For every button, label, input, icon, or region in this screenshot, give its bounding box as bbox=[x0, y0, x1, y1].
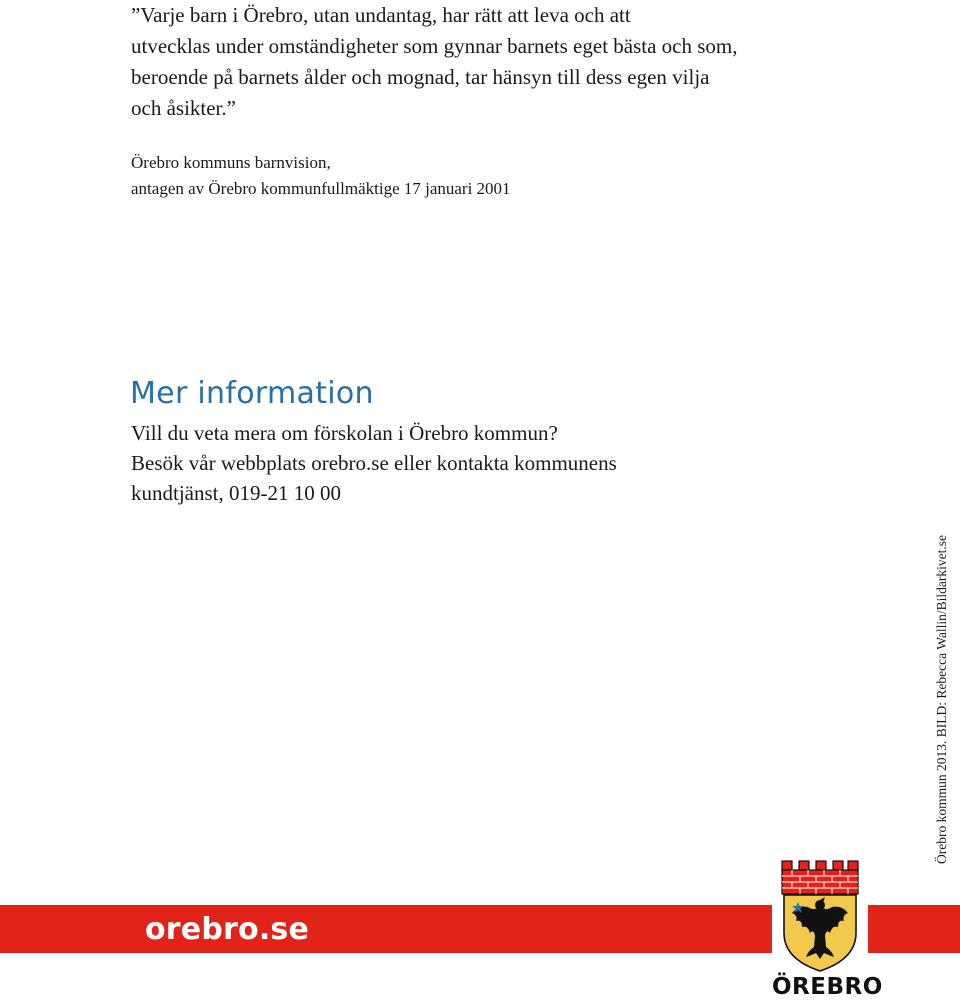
info-heading: Mer information bbox=[130, 376, 374, 411]
info-line: Vill du veta mera om förskolan i Örebro kommun? bbox=[131, 421, 558, 445]
attribution-line: Örebro kommuns barnvision, bbox=[131, 153, 331, 172]
quote-line: beroende på barnets ålder och mognad, tar hänsyn till dess egen vilja bbox=[131, 65, 710, 89]
coat-of-arms-icon bbox=[778, 855, 862, 975]
info-line: kundtjänst, 019-21 10 00 bbox=[131, 481, 341, 505]
website-link[interactable]: orebro.se bbox=[145, 912, 310, 947]
orebro-logo bbox=[772, 855, 883, 1002]
logo-wordmark: ÖREBRO bbox=[772, 974, 883, 1000]
info-line: Besök vår webbplats orebro.se eller kontakta kommunens bbox=[131, 451, 617, 475]
vision-quote bbox=[131, 0, 831, 124]
photo-credit: Örebro kommun 2013. BILD: Rebecca Wallin/Bildarkivet.se bbox=[934, 535, 949, 864]
attribution-line: antagen av Örebro kommunfullmäktige 17 januari 2001 bbox=[131, 179, 511, 198]
info-text bbox=[131, 418, 617, 508]
quote-line: utvecklas under omständigheter som gynnar barnets eget bästa och som, bbox=[131, 34, 738, 58]
quote-line: och åsikter.” bbox=[131, 96, 236, 120]
quote-attribution bbox=[131, 150, 511, 202]
quote-line: ”Varje barn i Örebro, utan undantag, har rätt att leva och att bbox=[131, 3, 631, 27]
